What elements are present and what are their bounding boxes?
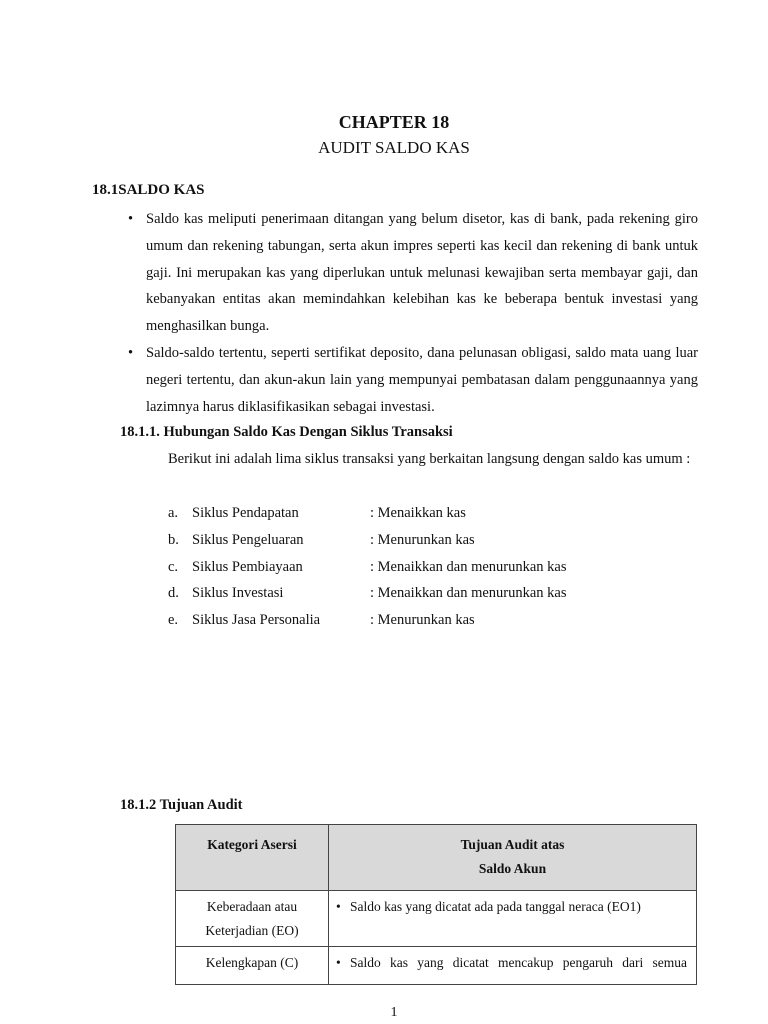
bullet-item [126, 340, 698, 420]
chapter-label: CHAPTER 18 [338, 112, 450, 132]
bullet-item [126, 206, 698, 340]
bullet-icon: • [128, 344, 134, 361]
cycle-name: Siklus Jasa Personalia [192, 612, 321, 629]
subsection-heading-cycles: 18.1.1. Hubungan Saldo Kas Dengan Siklus Transaksi [120, 424, 453, 440]
cycle-item [168, 500, 688, 527]
bullet-icon: • [336, 955, 341, 970]
table-row [176, 891, 697, 947]
cycle-letter: b. [168, 531, 179, 548]
chapter-title: AUDIT SALDO KAS [318, 138, 470, 157]
cycle-item [168, 607, 688, 634]
cycle-letter: a. [168, 505, 179, 521]
cycle-effect: : Menaikkan dan menurunkan kas [370, 585, 567, 602]
cycle-name: Siklus Pendapatan [192, 505, 299, 521]
cycle-effect: : Menaikkan kas [370, 505, 466, 521]
cycle-effect: : Menurunkan kas [370, 531, 475, 548]
cycle-item [168, 580, 688, 607]
cycle-item [168, 554, 688, 581]
table-header-row [176, 825, 697, 891]
cycle-name: Siklus Pembiayaan [192, 558, 303, 575]
cycle-letter: d. [168, 585, 179, 602]
header-category: Kategori Asersi [176, 825, 329, 891]
cycle-letter: c. [168, 558, 179, 575]
subsection-intro: Berikut ini adalah lima siklus transaksi yang berkaitan langsung dengan saldo kas umum : [168, 451, 691, 467]
table-row [176, 947, 697, 985]
cycle-effect: : Menurunkan kas [370, 612, 475, 629]
bullet-icon: • [336, 899, 341, 914]
cycle-letter: e. [168, 612, 179, 629]
category-cell: Kelengkapan (C) [176, 947, 329, 985]
bullet-icon: • [128, 211, 134, 227]
section-heading: 18.1SALDO KAS [92, 182, 205, 198]
subsection-heading-audit-objectives: 18.1.2 Tujuan Audit [120, 797, 243, 813]
header-objective-line2: Saldo Akun [478, 861, 547, 876]
cycle-list [168, 500, 688, 634]
audit-objectives-table [175, 824, 697, 985]
cycle-effect: : Menaikkan dan menurunkan kas [370, 558, 567, 575]
page-number: 1 [390, 1005, 398, 1020]
cycle-item [168, 527, 688, 554]
header-objective [329, 825, 697, 891]
cycle-name: Siklus Investasi [192, 585, 284, 602]
bullet-text: Saldo kas meliputi penerimaan ditangan yang belum disetor, kas di bank, pada rekening giro umum dan rekening tabungan, serta akun impres seperti kas kecil dan rekening di bank untuk gaji. Ini merupakan kas yang diperlukan untuk melunasi kewajiban serta membayar gaji, dan kebanyakan entitas akan memindahkan kelebihan kas ke beberapa bentuk investasi yang menghasilkan bunga. [146, 211, 698, 335]
objective-cell: • Saldo kas yang dicatat ada pada tanggal neraca (EO1) [329, 891, 697, 947]
cycle-name: Siklus Pengeluaran [192, 531, 304, 548]
header-objective-line1: Tujuan Audit atas [460, 837, 565, 852]
section-bullet-list [126, 206, 698, 420]
objective-cell: • Saldo kas yang dicatat mencakup pengaruh dari semua [329, 947, 697, 985]
bullet-text: Saldo-saldo tertentu, seperti sertifikat deposito, dana pelunasan obligasi, saldo mata uang luar negeri tertentu, dan akun-akun lain yang mempunyai pembatasan dalam penggunaannya yang lazimnya harus diklasifikasikan sebagai investasi. [146, 344, 698, 415]
category-cell: Keberadaan atau Keterjadian (EO) [176, 891, 329, 947]
